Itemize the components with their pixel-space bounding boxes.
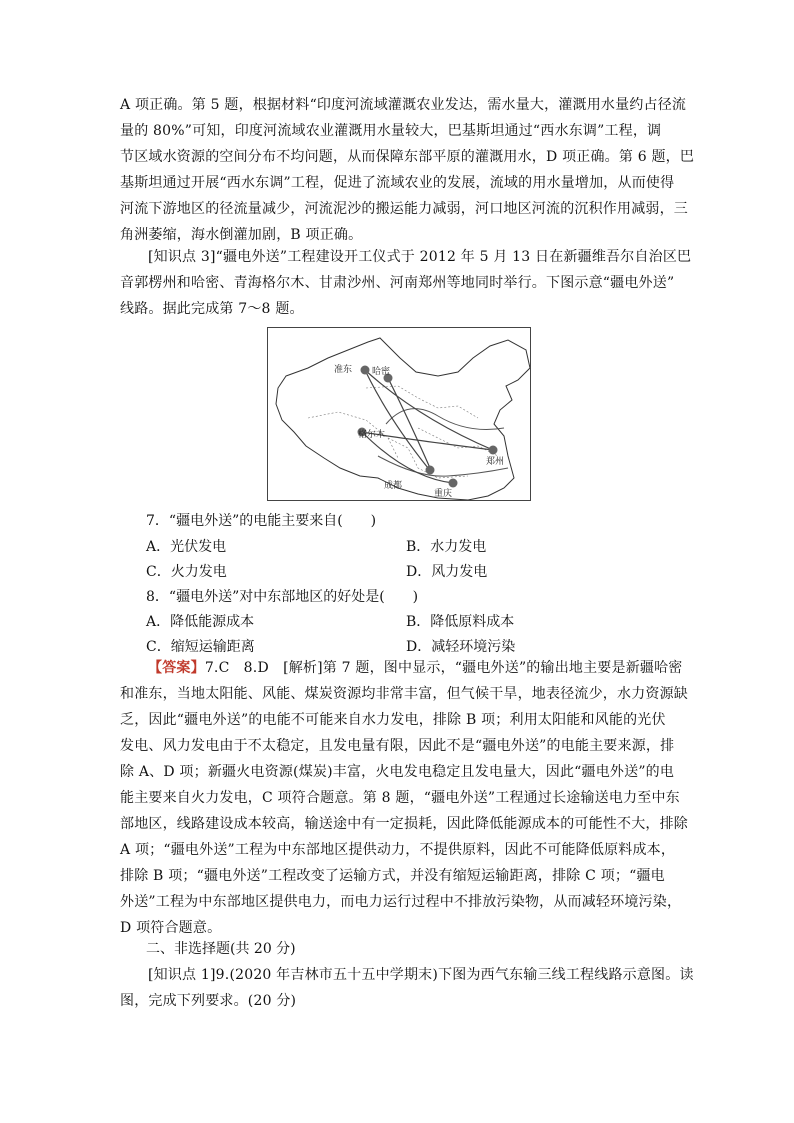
text-line: 乏，因此“疆电外送”的电能不可能来自水力发电，排除 B 项；利用太阳能和风能的光伏 <box>120 712 666 728</box>
country-outline <box>276 338 530 500</box>
text-line: 线路。据此完成第 7～8 题。 <box>120 301 304 317</box>
text-line: 基斯坦通过开展“西水东调”工程，促进了流域农业的发展，流域的用水量增加，从而使得 <box>120 175 675 191</box>
text-line: 量的 80%”可知，印度河流域农业灌溉用水量较大，巴基斯坦通过“西水东调”工程，调 <box>120 123 662 139</box>
city-label-chongqing: 重庆 <box>434 489 453 499</box>
text-line: 音郭楞州和哈密、青海格尔木、甘肃沙州、河南郑州等地同时举行。下图示意“疆电外送” <box>120 275 675 291</box>
q7-option-d: D．风力发电 <box>406 564 488 580</box>
text-line: 除 A、D 项；新疆火电资源(煤炭)丰富，火电发电稳定且发电量大，因此“疆电外送”的电 <box>120 764 675 780</box>
question-7-stem: 7．“疆电外送”的电能主要来自( ) <box>146 513 377 529</box>
text-line: 发电、风力发电由于不太稳定，且发电量有限，因此不是“疆电外送”的电能主要来源，排 <box>120 738 675 754</box>
answer-first-line <box>120 655 682 681</box>
q8-option-a: A．降低能源成本 <box>146 614 255 630</box>
answer-tag: 【答案】 <box>148 660 205 676</box>
q7-option-c: C．火力发电 <box>146 564 227 580</box>
text-line: 角洲萎缩，海水倒灌加剧，B 项正确。 <box>120 227 363 243</box>
text-line: 图，完成下列要求。(20 分) <box>120 993 297 1009</box>
text-line: 能主要来自火力发电，C 项符合题意。第 8 题，“疆电外送”工程通过长途输送电力至中东 <box>120 790 680 806</box>
text-line: 和准东，当地太阳能、风能、煤炭资源均非常丰富，但气候干旱，地表径流少，水力资源缺 <box>120 686 688 702</box>
transmission-line <box>365 370 428 468</box>
city-dot-zhengzhou <box>489 446 498 455</box>
answer-first-line-text: 7.C 8.D [解析]第 7 题，图中显示，“疆电外送”的输出地主要是新疆哈密 <box>204 660 683 676</box>
text-line: [知识点 1]9.(2020 年吉林市五十五中学期末)下图为西气东输三线工程线路示意图。读 <box>148 967 694 983</box>
city-dot-chengdu <box>426 466 435 475</box>
map-svg <box>268 328 530 500</box>
text-line: A 项；“疆电外送”工程为中东部地区提供动力，不提供原料，因此不可能降低原料成本， <box>120 842 676 858</box>
q7-option-a: A．光伏发电 <box>146 539 227 555</box>
text-line: D 项符合题意。 <box>120 920 222 936</box>
q7-option-b: B．水力发电 <box>406 539 487 555</box>
knowledge-point-3 <box>120 244 692 322</box>
intro-paragraph <box>120 92 695 248</box>
q8-option-d: D．减轻环境污染 <box>406 639 516 655</box>
city-label-golmud: 格尔木 <box>358 430 386 440</box>
text-line: 外送”工程为中东部地区提供电力，而电力运行过程中不排放污染物，从而减轻环境污染， <box>120 894 682 910</box>
knowledge-point-1 <box>120 962 694 1014</box>
city-label-zhundong: 准东 <box>334 365 353 375</box>
text-line: 节区域水资源的空间分布不均问题，从而保障东部平原的灌溉用水，D 项正确。第 6 题，巴 <box>120 149 695 165</box>
city-dot-zhundong <box>361 366 370 375</box>
text-line: 部地区，线路建设成本较高，输送途中有一定损耗，因此降低能源成本的可能性不大，排除 <box>120 816 688 832</box>
text-line: [知识点 3]“疆电外送”工程建设开工仪式于 2012 年 5 月 13 日在新疆维吾尔自治区巴 <box>148 249 692 265</box>
city-label-hami: 哈密 <box>372 367 391 377</box>
q8-option-c: C．缩短运输距离 <box>146 639 255 655</box>
city-label-chengdu: 成都 <box>384 481 403 491</box>
answer-analysis <box>120 655 688 941</box>
transmission-line <box>388 378 430 468</box>
q8-option-b: B．降低原料成本 <box>406 614 515 630</box>
text-line: 河流下游地区的径流量减少，河流泥沙的搬运能力减弱，河口地区河流的沉积作用减弱，三 <box>120 201 688 217</box>
section-heading: 二、非选择题(共 20 分) <box>146 941 296 957</box>
city-label-zhengzhou: 郑州 <box>486 457 505 467</box>
text-line: A 项正确。第 5 题，根据材料“印度河流域灌溉农业发达，需水量大，灌溉用水量约占径流 <box>120 97 687 113</box>
text-line: 排除 B 项；“疆电外送”工程改变了运输方式，并没有缩短运输距离，排除 C 项；“疆电 <box>120 868 665 884</box>
question-8-stem: 8．“疆电外送”对中东部地区的好处是( ) <box>146 589 419 605</box>
city-dot-chongqing <box>449 479 458 488</box>
power-transmission-map <box>267 327 531 501</box>
